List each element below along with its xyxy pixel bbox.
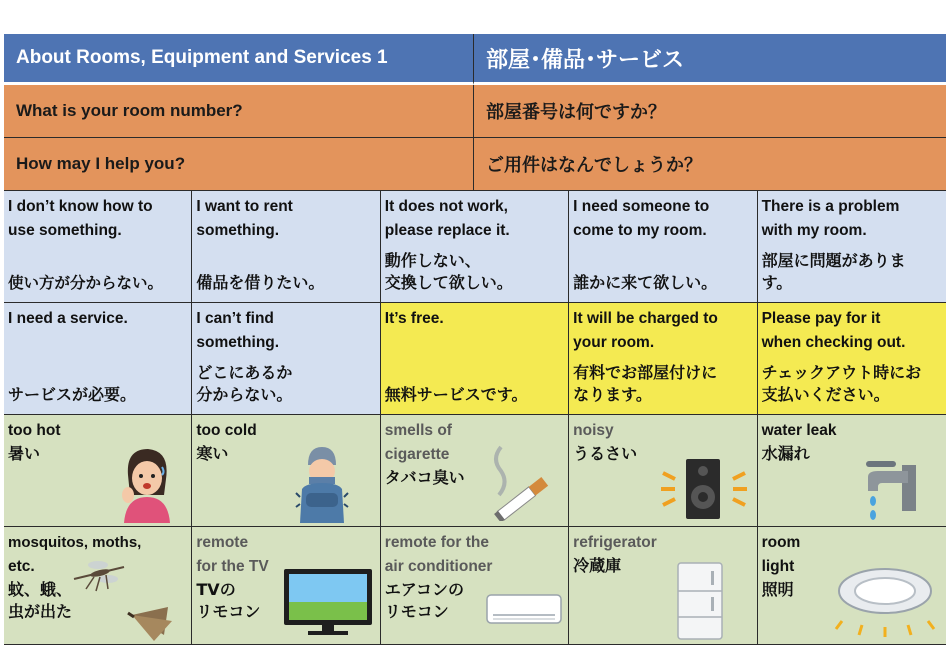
phrase-sheet	[4, 34, 946, 645]
equipment-en: air conditioner	[384, 558, 493, 575]
response-en: when checking out.	[761, 334, 906, 351]
title-cell-jp	[474, 34, 946, 85]
problem-row	[4, 415, 946, 527]
air-conditioner-icon	[485, 591, 563, 631]
request-en: with my room.	[761, 222, 867, 239]
equipment-row	[4, 527, 946, 645]
problem-cell	[758, 415, 946, 527]
problem-jp: 暑い	[8, 444, 41, 463]
equipment-en: for the TV	[196, 558, 269, 575]
response-cell	[569, 303, 757, 415]
equipment-jp: リモコン	[196, 602, 261, 621]
request-en: please replace it.	[384, 222, 510, 239]
request-jp: 動作しない、	[384, 251, 481, 270]
equipment-jp: 虫が出た	[8, 602, 73, 621]
request-cell	[192, 191, 380, 303]
response-jp: 有料でお部屋付けに	[573, 363, 718, 382]
problem-cell	[4, 415, 192, 527]
hot-person-icon	[114, 445, 176, 523]
faucet-icon	[858, 447, 938, 523]
question-jp: 部屋番号は何ですか？	[486, 102, 666, 123]
request-en: I can’t find	[196, 310, 274, 327]
problem-en: noisy	[573, 422, 614, 439]
equipment-en: refrigerator	[573, 534, 657, 551]
request-cell	[4, 191, 192, 303]
request-en: something.	[196, 222, 280, 239]
equipment-jp: エアコンの	[384, 580, 464, 599]
equipment-cell	[192, 527, 380, 645]
problem-en: too hot	[8, 422, 61, 439]
equipment-cell	[569, 527, 757, 645]
refrigerator-icon	[675, 561, 725, 641]
equipment-jp: 冷蔵庫	[573, 556, 622, 575]
request-en: I don’t know how to	[8, 198, 153, 215]
equipment-en: room	[761, 534, 801, 551]
request-cell	[569, 191, 757, 303]
response-jp: 支払いください。	[761, 385, 890, 404]
response-en: It will be charged to	[573, 310, 718, 327]
problem-en: too cold	[196, 422, 257, 439]
equipment-jp: 蚊、蛾、	[8, 580, 73, 599]
request-row-1	[4, 191, 946, 303]
request-en: It does not work,	[384, 198, 508, 215]
question-en-cell	[4, 85, 474, 138]
request-jp: 交換して欲しい。	[384, 273, 513, 292]
request-jp: サービスが必要。	[8, 385, 137, 404]
tv-icon	[282, 567, 374, 637]
problem-jp: うるさい	[573, 444, 638, 463]
equipment-en: mosquitos, moths,	[8, 534, 142, 551]
request-jp: す。	[761, 273, 793, 292]
response-en: Please pay for it	[761, 310, 881, 327]
response-en: your room.	[573, 334, 655, 351]
problem-en: smells of	[384, 422, 452, 439]
response-en: It’s free.	[384, 310, 444, 327]
request-cell	[758, 191, 946, 303]
equipment-jp: リモコン	[384, 602, 449, 621]
cold-person-icon	[292, 443, 352, 525]
page-title-jp: 部屋･備品･サービス	[486, 47, 685, 73]
equipment-cell	[4, 527, 192, 645]
problem-cell	[192, 415, 380, 527]
request-cell	[4, 303, 192, 415]
equipment-jp: TVの	[196, 580, 236, 599]
response-jp: なります。	[573, 385, 652, 404]
response-jp: チェックアウト時にお	[761, 363, 922, 382]
question-en-cell	[4, 138, 474, 191]
title-cell-en	[4, 34, 474, 85]
equipment-en: remote for the	[384, 534, 489, 551]
request-jp: 部屋に問題がありま	[761, 251, 906, 270]
equipment-en: light	[761, 558, 795, 575]
question-jp: ご用件はなんでしょうか？	[486, 155, 702, 176]
question-row-help	[4, 138, 946, 191]
equipment-cell	[381, 527, 569, 645]
request-jp: どこにあるか	[196, 363, 293, 382]
response-cell	[758, 303, 946, 415]
question-en: How may I help you?	[16, 154, 186, 173]
request-jp: 誰かに来て欲しい。	[573, 273, 718, 292]
request-cell	[381, 191, 569, 303]
question-row-room-number	[4, 85, 946, 138]
request-cell	[192, 303, 380, 415]
title-row	[4, 34, 946, 85]
request-en: I want to rent	[196, 198, 293, 215]
request-en: use something.	[8, 222, 122, 239]
request-jp: 分からない。	[196, 385, 293, 404]
problem-jp: 寒い	[196, 444, 229, 463]
problem-en: water leak	[761, 422, 837, 439]
problem-jp: タバコ臭い	[384, 468, 465, 487]
equipment-jp: 照明	[761, 580, 794, 599]
question-en: What is your room number?	[16, 101, 243, 120]
request-jp: 備品を借りたい。	[196, 273, 325, 292]
request-row-2	[4, 303, 946, 415]
request-en: I need someone to	[573, 198, 710, 215]
problem-jp: 水漏れ	[761, 444, 810, 463]
ceiling-light-icon	[832, 557, 938, 639]
request-en: come to my room.	[573, 222, 707, 239]
page-title-en: About Rooms, Equipment and Services 1	[16, 47, 388, 68]
problem-cell	[381, 415, 569, 527]
equipment-en: remote	[196, 534, 249, 551]
request-en: There is a problem	[761, 198, 900, 215]
problem-en: cigarette	[384, 446, 450, 463]
equipment-en: etc.	[8, 558, 35, 575]
request-jp: 使い方が分からない。	[8, 274, 164, 292]
speaker-icon	[655, 455, 753, 523]
response-cell	[381, 303, 569, 415]
insects-icon	[68, 555, 188, 643]
response-jp: 無料サービスです。	[384, 385, 528, 404]
question-jp-cell	[474, 85, 946, 138]
cigarette-icon	[485, 439, 555, 521]
question-jp-cell	[474, 138, 946, 191]
equipment-cell	[758, 527, 946, 645]
problem-cell	[569, 415, 757, 527]
request-en: something.	[196, 334, 280, 351]
request-en: I need a service.	[8, 310, 128, 327]
